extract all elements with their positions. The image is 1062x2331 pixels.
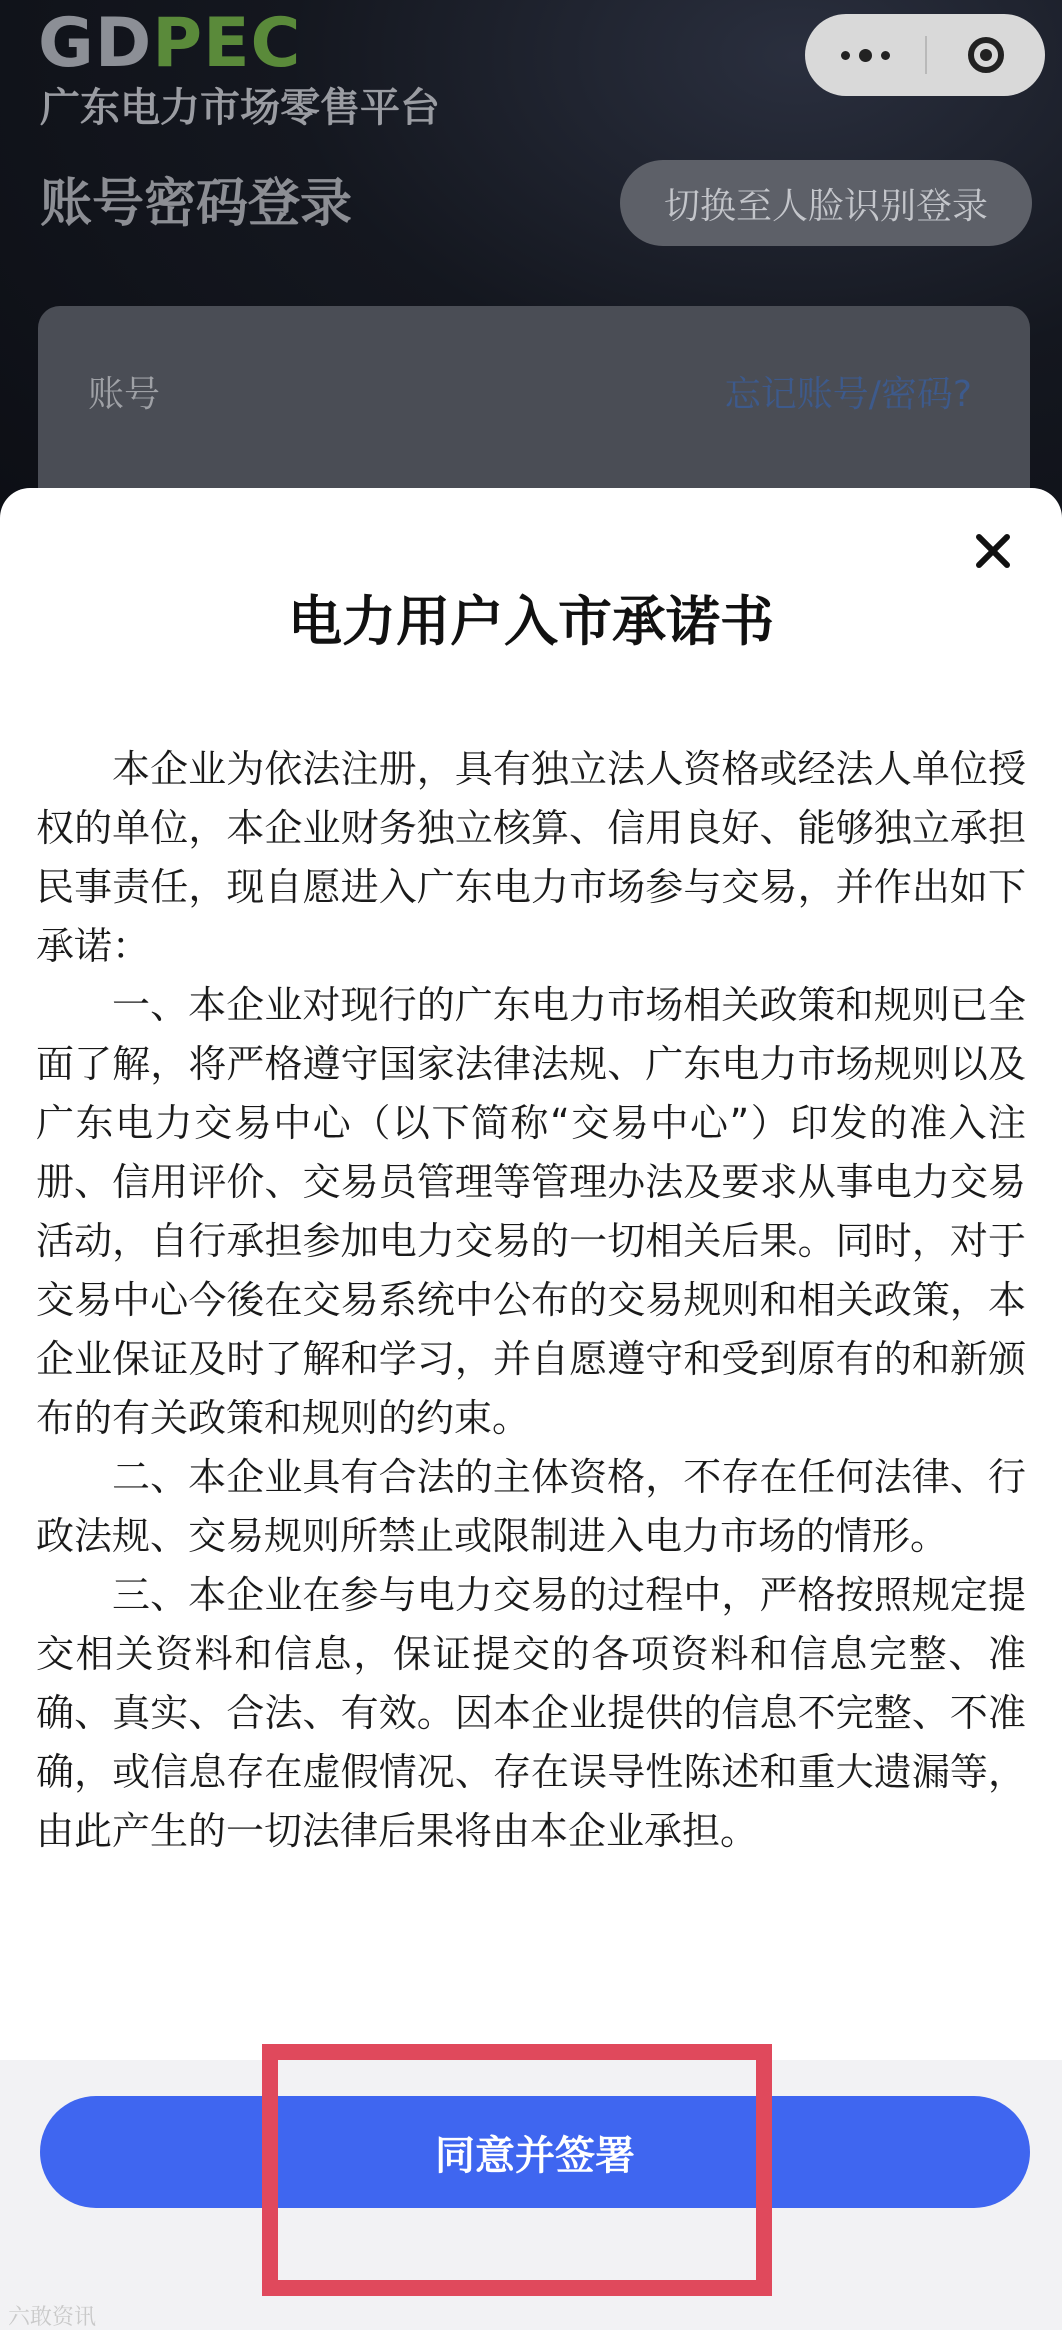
miniapp-capsule	[805, 14, 1045, 96]
logo-pec: PEC	[152, 4, 302, 83]
close-icon[interactable]	[960, 518, 1026, 584]
forgot-password-link[interactable]: 忘记账号/密码?	[724, 374, 972, 415]
paragraph-intro: 本企业为依法注册，具有独立法人资格或经法人单位授权的单位，本企业财务独立核算、信用良好、能够独立承担民事责任，现自愿进入广东电力市场参与交易，并作出如下承诺：	[36, 747, 1026, 968]
logo-gd: GD	[38, 4, 153, 83]
login-background	[0, 0, 1062, 560]
face-login-button[interactable]: 切换至人脸识别登录	[620, 160, 1032, 246]
paragraph-two: 二、本企业具有合法的主体资格，不存在任何法律、行政法规、交易规则所禁止或限制进入电力市场的情形。	[36, 1455, 1026, 1558]
commitment-text[interactable]	[36, 740, 1026, 2070]
agree-sign-button[interactable]: 同意并签署	[40, 2096, 1030, 2208]
login-title: 账号密码登录	[40, 174, 353, 234]
platform-name: 广东电力市场零售平台	[40, 85, 440, 131]
brand-logo	[38, 6, 301, 82]
watermark: 六敢资讯	[8, 2305, 97, 2330]
target-icon[interactable]	[927, 14, 1045, 96]
more-dots-icon[interactable]	[805, 14, 925, 96]
commitment-sheet	[0, 488, 1062, 2330]
sheet-title: 电力用户入市承诺书	[288, 590, 774, 653]
paragraph-three: 三、本企业在参与电力交易的过程中，严格按照规定提交相关资料和信息，保证提交的各项资料和信息完整、准确、真实、合法、有效。因本企业提供的信息不完整、不准确，或信息存在虚假情况、存在误导性陈述和重大遗漏等，由此产生的一切法律后果将由本企业承担。	[36, 1573, 1026, 1853]
paragraph-one: 一、本企业对现行的广东电力市场相关政策和规则已全面了解，将严格遵守国家法律法规、广东电力市场规则以及广东电力交易中心（以下简称“交易中心”）印发的准入注册、信用评价、交易员管理等管理办法及要求从事电力交易活动，自行承担参加电力交易的一切相关后果。同时，对于交易中心今後在交易系统中公布的交易规则和相关政策，本企业保证及时了解和学习，并自愿遵守和受到原有的和新颁布的有关政策和规则的约束。	[36, 983, 1026, 1440]
account-label: 账号	[88, 374, 161, 415]
